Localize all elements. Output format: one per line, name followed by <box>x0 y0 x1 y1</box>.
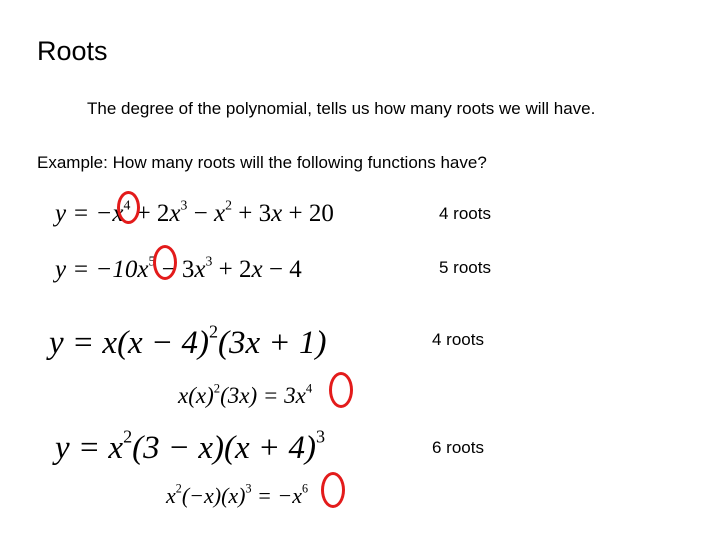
answer-2: 5 roots <box>439 258 491 277</box>
answer-1: 4 roots <box>439 204 491 223</box>
equation-3-simplified <box>178 381 313 408</box>
eq4-main-a: y = x <box>55 430 124 466</box>
answer-3: 4 roots <box>432 330 484 349</box>
eq4-main-b: (3 − x)(x + 4) <box>132 430 316 466</box>
eq3-degree: 4 <box>305 381 313 396</box>
eq1-term-d: + 20 <box>282 200 334 227</box>
eq1-term-a: + 2 <box>130 200 170 227</box>
eq4-simp-b: (−x)(x) <box>181 483 246 508</box>
degree-highlight-circle <box>329 372 353 408</box>
eq4-exp-a: 2 <box>123 426 133 447</box>
eq4-simp-c: = −x <box>251 483 303 508</box>
eq1-degree: 4 <box>123 197 131 213</box>
degree-highlight-circle <box>153 245 177 280</box>
example-prompt: Example: How many roots will the following functions have? <box>37 153 487 172</box>
equation-4-simplified <box>166 481 309 508</box>
equation-4 <box>55 426 326 466</box>
eq1-exp-b: 3 <box>180 197 188 213</box>
eq2-degree: 5 <box>148 253 156 269</box>
degree-highlight-circle <box>321 472 345 508</box>
eq4-degree: 6 <box>302 481 309 496</box>
eq3-simp-b: (3x) = 3x <box>220 383 306 408</box>
eq1-term-c: + 3 <box>232 200 272 227</box>
eq2-lhs: y = −10x <box>55 256 149 283</box>
eq3-simp-a: x(x) <box>178 383 214 408</box>
eq3-main-a: y = x(x − 4) <box>49 325 209 361</box>
slide-title: Roots <box>37 36 108 66</box>
eq2-term-c: − 4 <box>262 256 302 283</box>
eq4-simp-exp-b: 3 <box>245 481 252 496</box>
equation-1: $y = -x^4 + 2x^3 - x^2 + 3x + 20$ <box>55 197 334 227</box>
equation-3 <box>49 321 327 361</box>
eq1-exp-c: 2 <box>225 197 232 213</box>
eq3-exp-a: 2 <box>208 321 219 342</box>
eq2-term-b: + 2 <box>212 256 252 283</box>
degree-highlight-circle <box>117 191 140 224</box>
eq4-simp-exp-a: 2 <box>175 481 182 496</box>
eq3-simp-exp-a: 2 <box>213 381 221 396</box>
eq4-exp-b: 3 <box>315 426 326 447</box>
intro-text: The degree of the polynomial, tells us how many roots we will have. <box>87 99 596 118</box>
equation-2: $y = -10x^5 - 3x^3 + 2x - 4$ <box>55 253 302 283</box>
eq1-term-b: − <box>187 200 215 227</box>
eq2-exp-b: 3 <box>205 253 213 269</box>
eq4-simp-a: x <box>166 483 176 508</box>
eq1-lhs: y = −x <box>55 200 124 227</box>
eq2-term-a: − 3 <box>155 256 195 283</box>
eq3-main-b: (3x + 1) <box>218 325 327 361</box>
answer-4: 6 roots <box>432 438 484 457</box>
